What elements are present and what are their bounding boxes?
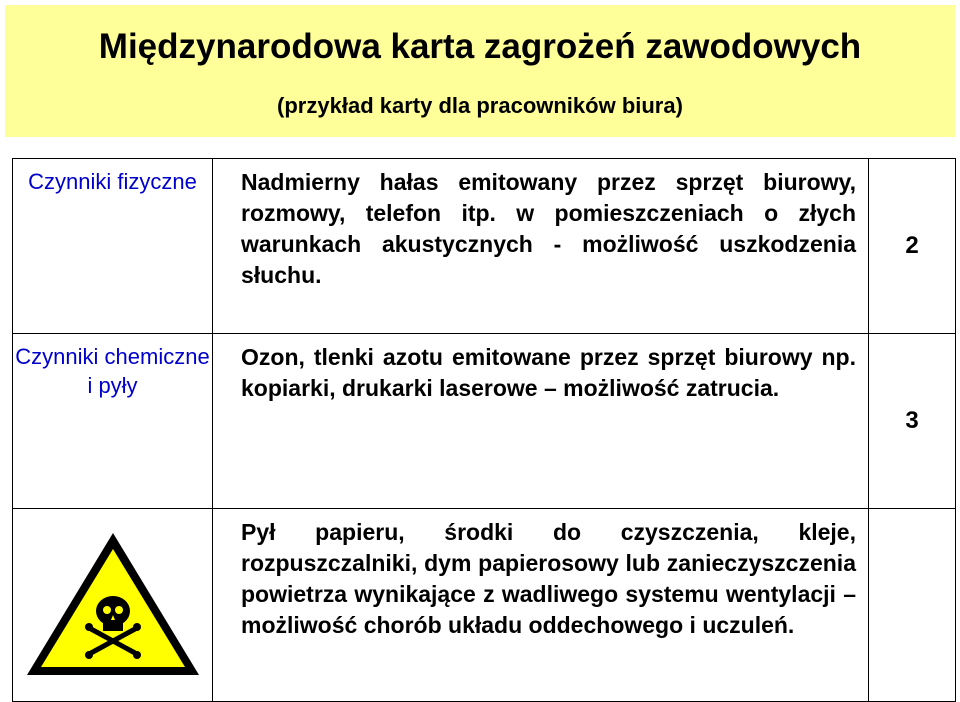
description-text: Pył papieru, środki do czyszczenia, kleje, rozpuszczalniki, dym papierosowy lub zanieczyszczenia powietrza wynikające z wadliwego systemu wentylacji – możliwość chorób układu oddechowego i uczuleń. xyxy=(241,519,856,638)
description-text: Ozon, tlenki azotu emitowane przez sprzęt biurowy np. kopiarki, drukarki laserowe – możliwość zatrucia. xyxy=(241,344,856,401)
description-text: Nadmierny hałas emitowany przez sprzęt biurowy, rozmowy, telefon itp. w pomieszczeniach o złych warunkach akustycznych - możliwość uszkodzenia słuchu. xyxy=(241,169,856,288)
category-label: Czynniki chemiczne i pyły xyxy=(15,344,210,398)
table-row xyxy=(13,159,956,334)
table-row xyxy=(13,334,956,509)
description-cell xyxy=(213,159,869,334)
page-title: Międzynarodowa karta zagrożeń zawodowych xyxy=(98,27,862,66)
row-number xyxy=(869,509,956,702)
table-row xyxy=(13,509,956,702)
description-cell xyxy=(213,334,869,509)
category-label: Czynniki fizyczne xyxy=(28,169,197,194)
toxic-hazard-icon xyxy=(23,529,203,679)
header-banner xyxy=(5,5,955,137)
description-cell xyxy=(213,509,869,702)
hazard-table xyxy=(12,158,956,702)
category-chemical xyxy=(13,334,213,509)
row-number: 2 xyxy=(869,159,956,334)
sign-cell xyxy=(13,509,213,702)
row-number: 3 xyxy=(869,334,956,509)
page-subtitle: (przykład karty dla pracowników biura) xyxy=(277,93,683,118)
category-physical xyxy=(13,159,213,334)
